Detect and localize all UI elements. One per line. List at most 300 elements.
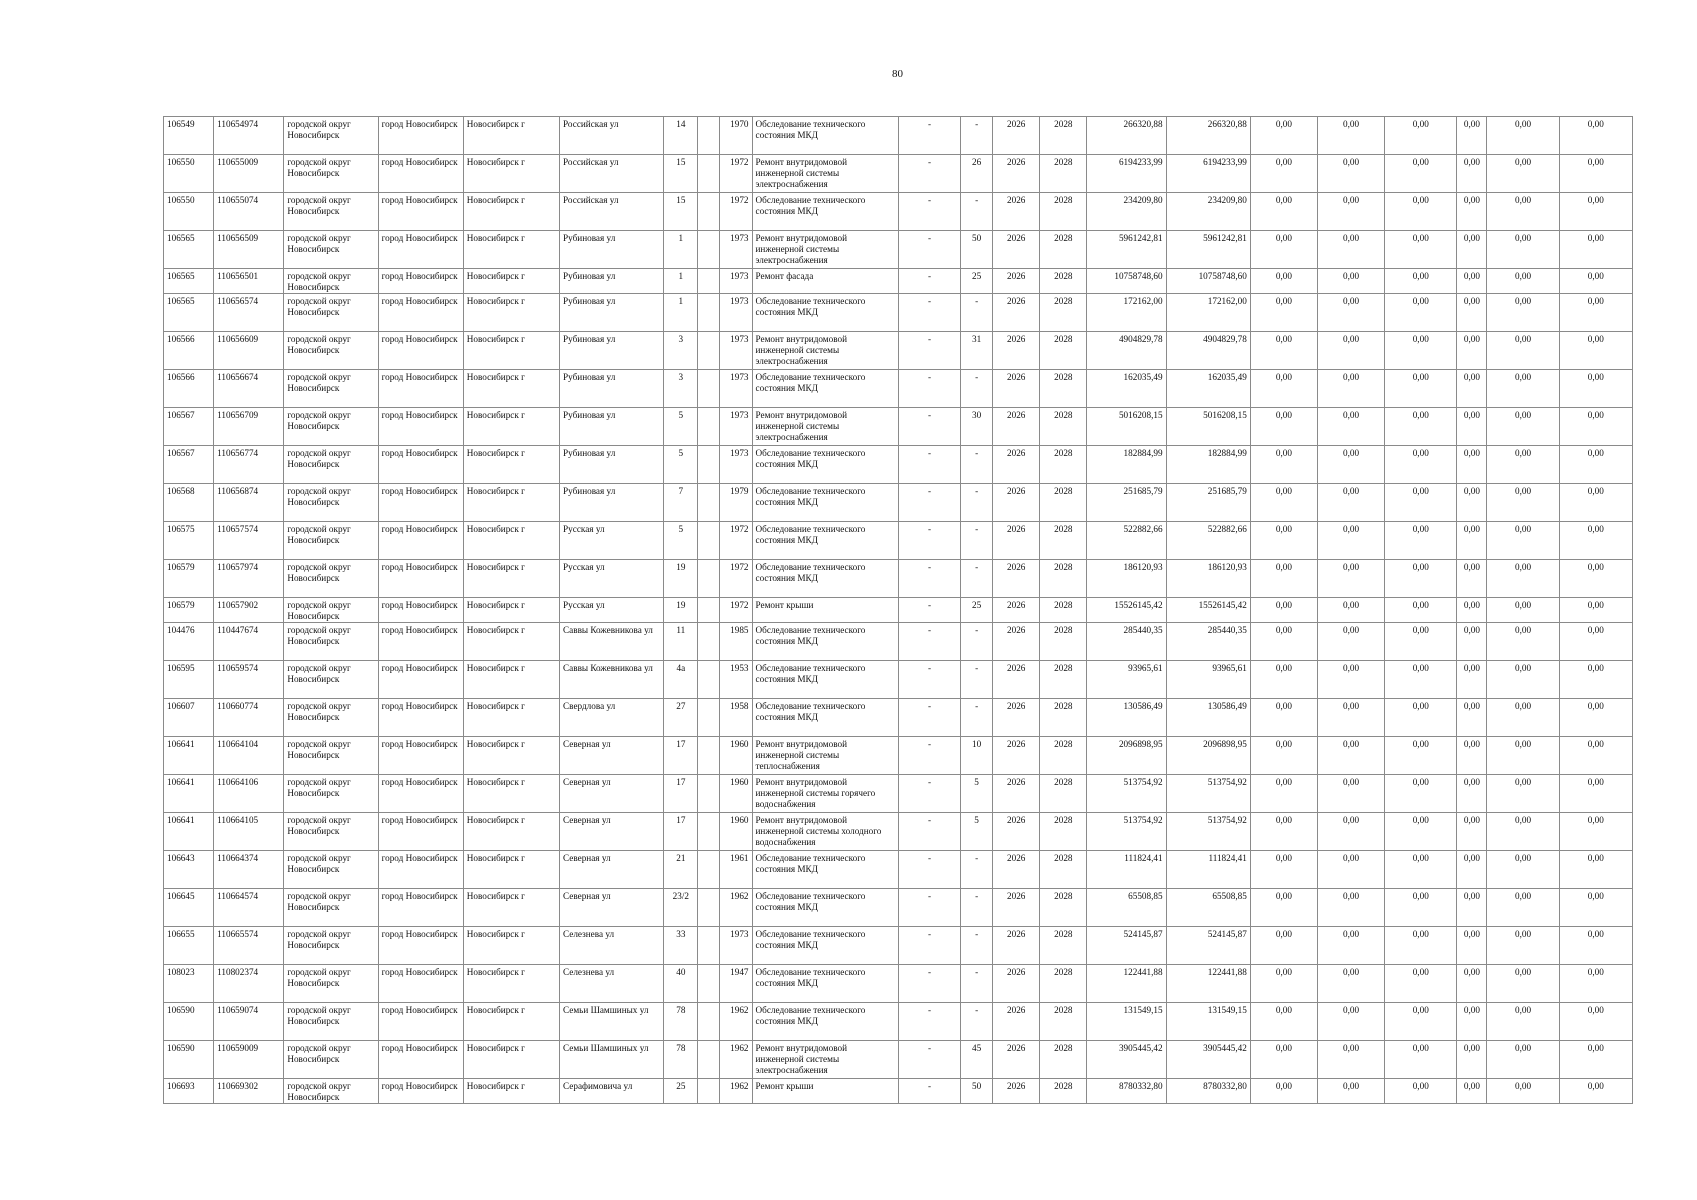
cell-z6: 0,00 (1559, 484, 1632, 522)
cell-year: 1973 (720, 332, 752, 370)
cell-okrug: городской округ Новосибирск (284, 332, 378, 370)
cell-s2: 122441,88 (1166, 965, 1250, 1003)
cell-z3: 0,00 (1385, 269, 1457, 294)
cell-s2: 5961242,81 (1166, 231, 1250, 269)
cell-street: Российская ул (560, 117, 664, 155)
cell-s1: 186120,93 (1087, 560, 1166, 598)
cell-z4: 0,00 (1457, 661, 1487, 699)
table-row (164, 155, 1633, 193)
cell-work: Обследование технического состояния МКД (752, 193, 898, 231)
cell-work: Обследование технического состояния МКД (752, 661, 898, 699)
cell-code: 110654974 (214, 117, 284, 155)
cell-z1: 0,00 (1250, 965, 1317, 1003)
cell-z1: 0,00 (1250, 699, 1317, 737)
cell-y1: 2026 (993, 813, 1040, 851)
cell-z1: 0,00 (1250, 1041, 1317, 1079)
cell-z5: 0,00 (1487, 775, 1559, 813)
cell-work: Ремонт внутридомовой инженерной системы электроснабжения (752, 332, 898, 370)
cell-work: Обследование технического состояния МКД (752, 623, 898, 661)
cell-house: 33 (664, 927, 698, 965)
cell-id: 106575 (164, 522, 214, 560)
cell-u2: - (961, 623, 993, 661)
cell-z1: 0,00 (1250, 889, 1317, 927)
cell-z5: 0,00 (1487, 1079, 1559, 1104)
cell-z4: 0,00 (1457, 155, 1487, 193)
cell-u2: - (961, 699, 993, 737)
cell-gorod: город Новосибирск (378, 370, 463, 408)
cell-z4: 0,00 (1457, 446, 1487, 484)
cell-s1: 2096898,95 (1087, 737, 1166, 775)
cell-y2: 2028 (1040, 1003, 1087, 1041)
cell-work: Ремонт внутридомовой инженерной системы электроснабжения (752, 231, 898, 269)
cell-u2: 31 (961, 332, 993, 370)
cell-np: Новосибирск г (463, 294, 559, 332)
cell-z2: 0,00 (1317, 269, 1384, 294)
cell-z3: 0,00 (1385, 889, 1457, 927)
cell-z3: 0,00 (1385, 1041, 1457, 1079)
cell-okrug: городской округ Новосибирск (284, 1079, 378, 1104)
cell-k (698, 889, 720, 927)
cell-okrug: городской округ Новосибирск (284, 269, 378, 294)
cell-z5: 0,00 (1487, 269, 1559, 294)
cell-gorod: город Новосибирск (378, 231, 463, 269)
cell-house: 1 (664, 231, 698, 269)
cell-y1: 2026 (993, 332, 1040, 370)
cell-okrug: городской округ Новосибирск (284, 737, 378, 775)
cell-y2: 2028 (1040, 927, 1087, 965)
cell-z6: 0,00 (1559, 231, 1632, 269)
cell-id: 106590 (164, 1003, 214, 1041)
cell-np: Новосибирск г (463, 522, 559, 560)
cell-code: 110656709 (214, 408, 284, 446)
cell-gorod: город Новосибирск (378, 851, 463, 889)
cell-z2: 0,00 (1317, 889, 1384, 927)
cell-y1: 2026 (993, 193, 1040, 231)
cell-z3: 0,00 (1385, 1003, 1457, 1041)
cell-z3: 0,00 (1385, 408, 1457, 446)
cell-z6: 0,00 (1559, 1003, 1632, 1041)
cell-work: Ремонт фасада (752, 269, 898, 294)
cell-z5: 0,00 (1487, 522, 1559, 560)
cell-gorod: город Новосибирск (378, 408, 463, 446)
cell-s2: 15526145,42 (1166, 598, 1250, 623)
cell-house: 15 (664, 155, 698, 193)
cell-s1: 522882,66 (1087, 522, 1166, 560)
table-row (164, 231, 1633, 269)
cell-street: Семьи Шамшиных ул (560, 1041, 664, 1079)
cell-u1: - (898, 623, 960, 661)
cell-year: 1985 (720, 623, 752, 661)
table-row (164, 737, 1633, 775)
cell-id: 106641 (164, 737, 214, 775)
cell-id: 106565 (164, 231, 214, 269)
cell-z1: 0,00 (1250, 155, 1317, 193)
cell-gorod: город Новосибирск (378, 560, 463, 598)
cell-s1: 5961242,81 (1087, 231, 1166, 269)
cell-work: Обследование технического состояния МКД (752, 446, 898, 484)
cell-z2: 0,00 (1317, 623, 1384, 661)
cell-z1: 0,00 (1250, 294, 1317, 332)
cell-street: Русская ул (560, 598, 664, 623)
cell-work: Ремонт внутридомовой инженерной системы теплоснабжения (752, 737, 898, 775)
cell-year: 1973 (720, 231, 752, 269)
cell-s2: 172162,00 (1166, 294, 1250, 332)
cell-z6: 0,00 (1559, 737, 1632, 775)
cell-np: Новосибирск г (463, 737, 559, 775)
cell-y1: 2026 (993, 370, 1040, 408)
cell-z4: 0,00 (1457, 965, 1487, 1003)
cell-s2: 6194233,99 (1166, 155, 1250, 193)
cell-okrug: городской округ Новосибирск (284, 889, 378, 927)
cell-s1: 122441,88 (1087, 965, 1166, 1003)
cell-u1: - (898, 598, 960, 623)
cell-year: 1960 (720, 737, 752, 775)
cell-id: 106590 (164, 1041, 214, 1079)
cell-y1: 2026 (993, 294, 1040, 332)
cell-z5: 0,00 (1487, 560, 1559, 598)
cell-s2: 2096898,95 (1166, 737, 1250, 775)
cell-y2: 2028 (1040, 231, 1087, 269)
cell-house: 11 (664, 623, 698, 661)
cell-z6: 0,00 (1559, 775, 1632, 813)
cell-year: 1962 (720, 889, 752, 927)
cell-u2: 25 (961, 598, 993, 623)
cell-id: 106565 (164, 269, 214, 294)
cell-s1: 182884,99 (1087, 446, 1166, 484)
cell-okrug: городской округ Новосибирск (284, 775, 378, 813)
cell-id: 106643 (164, 851, 214, 889)
cell-z5: 0,00 (1487, 484, 1559, 522)
cell-id: 106595 (164, 661, 214, 699)
cell-s1: 285440,35 (1087, 623, 1166, 661)
cell-u2: - (961, 484, 993, 522)
cell-s2: 10758748,60 (1166, 269, 1250, 294)
cell-z5: 0,00 (1487, 699, 1559, 737)
cell-y2: 2028 (1040, 965, 1087, 1003)
cell-y1: 2026 (993, 889, 1040, 927)
cell-k (698, 408, 720, 446)
cell-work: Обследование технического состояния МКД (752, 484, 898, 522)
cell-gorod: город Новосибирск (378, 927, 463, 965)
cell-year: 1961 (720, 851, 752, 889)
cell-z6: 0,00 (1559, 965, 1632, 1003)
cell-s2: 3905445,42 (1166, 1041, 1250, 1079)
cell-u1: - (898, 1041, 960, 1079)
cell-u1: - (898, 699, 960, 737)
cell-s1: 10758748,60 (1087, 269, 1166, 294)
cell-year: 1947 (720, 965, 752, 1003)
cell-z3: 0,00 (1385, 661, 1457, 699)
cell-house: 7 (664, 484, 698, 522)
cell-k (698, 813, 720, 851)
cell-code: 110657902 (214, 598, 284, 623)
table-row (164, 332, 1633, 370)
cell-z5: 0,00 (1487, 155, 1559, 193)
cell-z3: 0,00 (1385, 370, 1457, 408)
cell-y1: 2026 (993, 408, 1040, 446)
cell-z6: 0,00 (1559, 408, 1632, 446)
cell-year: 1958 (720, 699, 752, 737)
cell-u1: - (898, 193, 960, 231)
cell-z3: 0,00 (1385, 193, 1457, 231)
cell-okrug: городской округ Новосибирск (284, 851, 378, 889)
cell-u1: - (898, 269, 960, 294)
cell-house: 5 (664, 446, 698, 484)
cell-gorod: город Новосибирск (378, 117, 463, 155)
cell-okrug: городской округ Новосибирск (284, 813, 378, 851)
cell-okrug: городской округ Новосибирск (284, 598, 378, 623)
cell-year: 1973 (720, 408, 752, 446)
cell-house: 15 (664, 193, 698, 231)
cell-street: Рубиновая ул (560, 269, 664, 294)
cell-s2: 234209,80 (1166, 193, 1250, 231)
cell-work: Обследование технического состояния МКД (752, 889, 898, 927)
cell-street: Серафимовича ул (560, 1079, 664, 1104)
cell-y1: 2026 (993, 155, 1040, 193)
cell-s2: 4904829,78 (1166, 332, 1250, 370)
cell-street: Российская ул (560, 155, 664, 193)
cell-z3: 0,00 (1385, 332, 1457, 370)
cell-u2: - (961, 927, 993, 965)
cell-z6: 0,00 (1559, 332, 1632, 370)
cell-gorod: город Новосибирск (378, 661, 463, 699)
cell-y2: 2028 (1040, 193, 1087, 231)
table-row (164, 661, 1633, 699)
cell-house: 17 (664, 737, 698, 775)
cell-z5: 0,00 (1487, 851, 1559, 889)
cell-u1: - (898, 522, 960, 560)
cell-y1: 2026 (993, 737, 1040, 775)
cell-z2: 0,00 (1317, 775, 1384, 813)
cell-gorod: город Новосибирск (378, 484, 463, 522)
cell-y1: 2026 (993, 484, 1040, 522)
cell-u1: - (898, 737, 960, 775)
cell-s2: 513754,92 (1166, 775, 1250, 813)
page-number: 80 (892, 68, 903, 80)
cell-u2: 30 (961, 408, 993, 446)
cell-gorod: город Новосибирск (378, 522, 463, 560)
cell-house: 27 (664, 699, 698, 737)
table-row (164, 598, 1633, 623)
cell-u2: - (961, 889, 993, 927)
cell-z4: 0,00 (1457, 560, 1487, 598)
cell-z2: 0,00 (1317, 598, 1384, 623)
cell-id: 106566 (164, 332, 214, 370)
cell-work: Обследование технического состояния МКД (752, 927, 898, 965)
cell-y2: 2028 (1040, 332, 1087, 370)
cell-u1: - (898, 231, 960, 269)
cell-y2: 2028 (1040, 889, 1087, 927)
cell-y2: 2028 (1040, 598, 1087, 623)
cell-code: 110655009 (214, 155, 284, 193)
cell-z6: 0,00 (1559, 927, 1632, 965)
cell-z2: 0,00 (1317, 813, 1384, 851)
cell-k (698, 699, 720, 737)
cell-z6: 0,00 (1559, 294, 1632, 332)
cell-year: 1973 (720, 294, 752, 332)
cell-z4: 0,00 (1457, 737, 1487, 775)
cell-z3: 0,00 (1385, 851, 1457, 889)
cell-z6: 0,00 (1559, 623, 1632, 661)
cell-np: Новосибирск г (463, 699, 559, 737)
cell-s2: 251685,79 (1166, 484, 1250, 522)
cell-u2: - (961, 522, 993, 560)
cell-street: Свердлова ул (560, 699, 664, 737)
cell-street: Северная ул (560, 889, 664, 927)
cell-np: Новосибирск г (463, 813, 559, 851)
cell-gorod: город Новосибирск (378, 1041, 463, 1079)
cell-work: Обследование технического состояния МКД (752, 522, 898, 560)
cell-z6: 0,00 (1559, 269, 1632, 294)
cell-gorod: город Новосибирск (378, 269, 463, 294)
cell-id: 106641 (164, 813, 214, 851)
cell-z4: 0,00 (1457, 623, 1487, 661)
cell-s2: 130586,49 (1166, 699, 1250, 737)
cell-u1: - (898, 661, 960, 699)
cell-z2: 0,00 (1317, 1079, 1384, 1104)
cell-code: 110659009 (214, 1041, 284, 1079)
cell-z3: 0,00 (1385, 231, 1457, 269)
cell-z1: 0,00 (1250, 813, 1317, 851)
cell-s1: 513754,92 (1087, 813, 1166, 851)
cell-house: 25 (664, 1079, 698, 1104)
cell-np: Новосибирск г (463, 1079, 559, 1104)
cell-code: 110659574 (214, 661, 284, 699)
cell-y2: 2028 (1040, 370, 1087, 408)
cell-okrug: городской округ Новосибирск (284, 155, 378, 193)
cell-y1: 2026 (993, 1079, 1040, 1104)
cell-code: 110664105 (214, 813, 284, 851)
cell-id: 106567 (164, 446, 214, 484)
cell-z2: 0,00 (1317, 231, 1384, 269)
cell-s1: 234209,80 (1087, 193, 1166, 231)
cell-z5: 0,00 (1487, 737, 1559, 775)
cell-code: 110669302 (214, 1079, 284, 1104)
cell-house: 17 (664, 813, 698, 851)
cell-u2: - (961, 370, 993, 408)
cell-y1: 2026 (993, 231, 1040, 269)
cell-y1: 2026 (993, 446, 1040, 484)
cell-z2: 0,00 (1317, 699, 1384, 737)
cell-z4: 0,00 (1457, 231, 1487, 269)
cell-z2: 0,00 (1317, 560, 1384, 598)
cell-house: 78 (664, 1003, 698, 1041)
cell-okrug: городской округ Новосибирск (284, 193, 378, 231)
cell-id: 106567 (164, 408, 214, 446)
cell-k (698, 269, 720, 294)
table-row (164, 446, 1633, 484)
cell-house: 1 (664, 269, 698, 294)
cell-y1: 2026 (993, 623, 1040, 661)
cell-u1: - (898, 370, 960, 408)
cell-s2: 8780332,80 (1166, 1079, 1250, 1104)
cell-okrug: городской округ Новосибирск (284, 560, 378, 598)
cell-z6: 0,00 (1559, 598, 1632, 623)
cell-np: Новосибирск г (463, 370, 559, 408)
cell-np: Новосибирск г (463, 117, 559, 155)
cell-work: Обследование технического состояния МКД (752, 370, 898, 408)
cell-year: 1972 (720, 155, 752, 193)
cell-u2: - (961, 294, 993, 332)
cell-k (698, 522, 720, 560)
cell-gorod: город Новосибирск (378, 889, 463, 927)
cell-k (698, 294, 720, 332)
cell-z1: 0,00 (1250, 408, 1317, 446)
cell-k (698, 117, 720, 155)
cell-y1: 2026 (993, 269, 1040, 294)
cell-y2: 2028 (1040, 813, 1087, 851)
cell-s1: 5016208,15 (1087, 408, 1166, 446)
cell-z4: 0,00 (1457, 699, 1487, 737)
cell-z4: 0,00 (1457, 775, 1487, 813)
cell-k (698, 661, 720, 699)
cell-np: Новосибирск г (463, 1003, 559, 1041)
cell-year: 1962 (720, 1079, 752, 1104)
cell-z4: 0,00 (1457, 408, 1487, 446)
cell-house: 78 (664, 1041, 698, 1079)
cell-s1: 266320,88 (1087, 117, 1166, 155)
cell-z4: 0,00 (1457, 370, 1487, 408)
cell-z6: 0,00 (1559, 117, 1632, 155)
cell-z5: 0,00 (1487, 927, 1559, 965)
cell-z3: 0,00 (1385, 294, 1457, 332)
cell-code: 110665574 (214, 927, 284, 965)
cell-id: 106641 (164, 775, 214, 813)
cell-code: 110656574 (214, 294, 284, 332)
cell-z3: 0,00 (1385, 813, 1457, 851)
cell-u1: - (898, 294, 960, 332)
cell-u1: - (898, 1003, 960, 1041)
table-row (164, 1041, 1633, 1079)
cell-u1: - (898, 117, 960, 155)
cell-year: 1972 (720, 193, 752, 231)
cell-z1: 0,00 (1250, 737, 1317, 775)
cell-np: Новосибирск г (463, 661, 559, 699)
cell-z1: 0,00 (1250, 231, 1317, 269)
cell-u2: - (961, 851, 993, 889)
cell-code: 110664106 (214, 775, 284, 813)
cell-s2: 131549,15 (1166, 1003, 1250, 1041)
cell-okrug: городской округ Новосибирск (284, 370, 378, 408)
cell-s2: 162035,49 (1166, 370, 1250, 408)
cell-y2: 2028 (1040, 623, 1087, 661)
cell-z5: 0,00 (1487, 1003, 1559, 1041)
cell-work: Обследование технического состояния МКД (752, 851, 898, 889)
cell-y2: 2028 (1040, 522, 1087, 560)
cell-z1: 0,00 (1250, 446, 1317, 484)
cell-u1: - (898, 408, 960, 446)
cell-z5: 0,00 (1487, 193, 1559, 231)
cell-u2: 50 (961, 231, 993, 269)
cell-s2: 5016208,15 (1166, 408, 1250, 446)
cell-work: Ремонт крыши (752, 598, 898, 623)
cell-y2: 2028 (1040, 155, 1087, 193)
cell-s1: 162035,49 (1087, 370, 1166, 408)
cell-u2: - (961, 560, 993, 598)
cell-z5: 0,00 (1487, 598, 1559, 623)
cell-house: 1 (664, 294, 698, 332)
cell-np: Новосибирск г (463, 623, 559, 661)
cell-z2: 0,00 (1317, 522, 1384, 560)
cell-z1: 0,00 (1250, 560, 1317, 598)
cell-u2: 50 (961, 1079, 993, 1104)
cell-s2: 65508,85 (1166, 889, 1250, 927)
cell-z5: 0,00 (1487, 623, 1559, 661)
cell-z4: 0,00 (1457, 927, 1487, 965)
cell-year: 1962 (720, 1041, 752, 1079)
cell-np: Новосибирск г (463, 851, 559, 889)
cell-code: 110660774 (214, 699, 284, 737)
